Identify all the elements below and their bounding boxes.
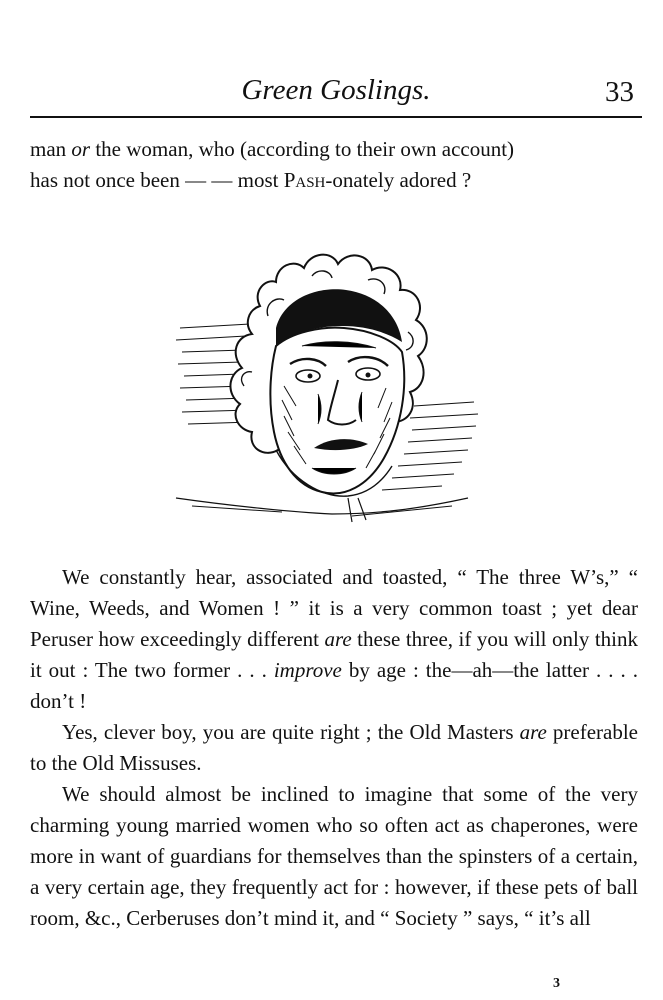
italic-text: are [519, 720, 547, 744]
italic-text: are [324, 627, 352, 651]
text-run: these three, if you will only think it out : The two former . . . [30, 627, 638, 682]
italic-text: improve [273, 658, 342, 682]
signature-mark: 3 [553, 976, 560, 991]
small-caps-text: Pash [283, 168, 326, 192]
text-run: Yes, clever boy, you are quite right ; the Old Masters [62, 720, 520, 744]
text-run: -onately adored ? [325, 168, 472, 192]
running-title: Green Goslings. [241, 74, 431, 106]
paragraph-line [30, 165, 638, 196]
paragraph [30, 562, 638, 717]
continued-paragraph [30, 134, 638, 196]
page-header [30, 72, 642, 118]
text-run: by age : the—ah—the latter . . . . don’t ! [30, 658, 638, 713]
text-run: man [30, 137, 72, 161]
text-run: has not once been — — most [30, 168, 284, 192]
paragraph [30, 717, 638, 779]
page-number: 33 [605, 76, 634, 108]
main-text [30, 562, 638, 934]
paragraph-line [30, 134, 638, 165]
paragraph: We should almost be inclined to imagine that some of the very charming young married women who so often act as chaperones, were more in want of guardians for themselves than the spinsters of a certain, a very certain age, they frequently act for : however, if these pets of ball room, &c., Cerberuses don’t mind it, and “ Society ” says, “ it’s all [30, 782, 638, 930]
text-run: the woman, who (according to their own account) [90, 137, 515, 161]
old-woman-head-in-bonnet-icon [172, 236, 484, 532]
text-run: preferable to the Old Missuses. [30, 720, 638, 775]
text-run: We constantly hear, associated and toasted, “ The three W’s,” “ Wine, Weeds, and Women ! ” it is a very common toast ; yet dear Peruser how exceedingly different [30, 565, 638, 651]
italic-text: or [71, 137, 91, 161]
